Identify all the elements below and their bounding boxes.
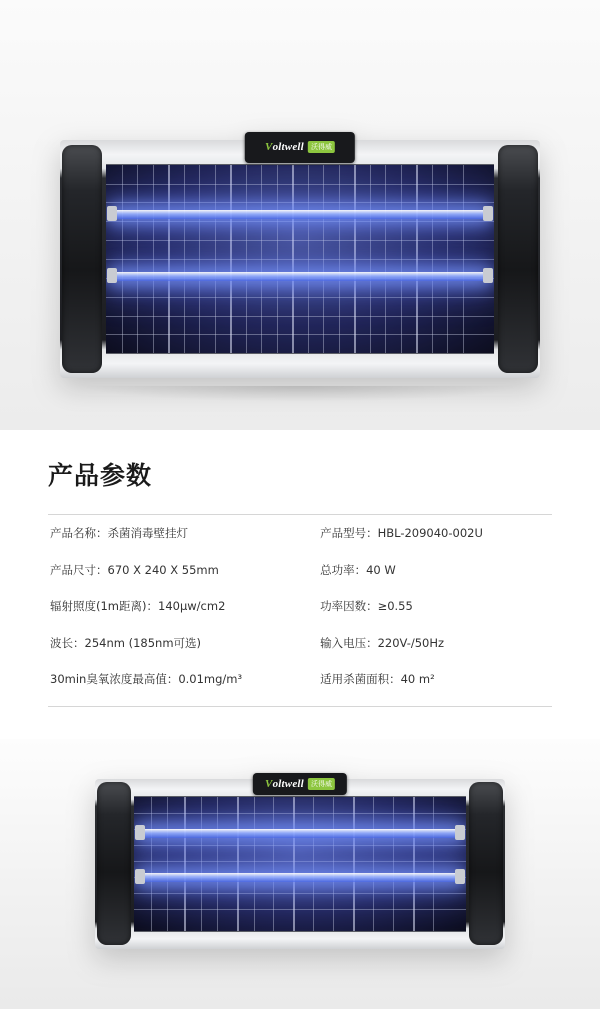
spec-cell-irradiance [48,588,310,625]
product-parameters-section [0,430,600,717]
spec-label: 产品型号： [320,526,378,540]
spec-label: 总功率： [320,562,367,577]
spec-cell-power-factor [310,588,552,625]
spec-cell-area [310,661,552,698]
lamp-endcap-left [97,782,131,945]
secondary-lamp-graphic [95,779,505,949]
spec-value: ≥0.55 [377,599,413,614]
spec-label: 辐射照度(1m距离)： [50,599,158,614]
lamp-endcap-right [469,782,503,945]
lamp-cavity [134,796,465,932]
page-title: 产品参数 [48,461,153,490]
uv-tube-upper [112,210,488,219]
hero-product-image [0,0,600,430]
table-row [48,661,552,698]
spec-label: 适用杀菌面积： [320,672,401,687]
spec-label: 产品尺寸： [50,562,108,577]
table-row [48,515,552,552]
spec-label: 波长： [50,635,85,650]
lamp-endcap-left [62,145,101,374]
table-row [48,588,552,625]
uv-tube-upper [139,829,460,838]
spec-cell-model [310,515,552,552]
spec-cell-wavelength [48,625,310,662]
spec-value: 670 X 240 X 55mm [107,562,219,577]
spec-table [48,515,552,698]
spec-value: 40 m² [400,672,435,687]
spec-cell-power [310,552,552,589]
brand-logo-cn: 沃得威 [308,778,335,790]
spec-label: 功率因数： [320,599,378,614]
divider-bottom [48,706,552,707]
spec-cell-voltage [310,625,552,662]
uv-tube-lower [139,873,460,882]
spec-value: 254nm (185nm可选) [84,635,202,650]
secondary-product-image [0,739,600,1009]
lamp-cavity [106,164,494,354]
spec-value: 0.01mg/m³ [178,672,243,687]
brand-logo-badge [245,132,355,163]
table-row [48,625,552,662]
uv-lamp-illustration [60,140,540,378]
spec-label: 输入电压： [320,635,378,650]
uv-lamp-illustration-secondary [95,779,505,949]
spec-value: HBL-209040-002U [377,526,483,540]
spec-value: 140μw/cm2 [158,599,226,614]
lamp-endcap-right [498,145,537,374]
spec-value: 220V-/50Hz [377,635,445,650]
spec-label: 30min臭氧浓度最高值： [50,672,179,687]
spec-label: 产品名称： [50,526,108,540]
hero-shadow [80,386,520,402]
hero-lamp-graphic [60,140,540,378]
spec-cell-name [48,515,310,552]
uv-tube-lower [112,272,488,281]
brand-logo-text: Voltwell [265,777,304,790]
spec-cell-size [48,552,310,589]
spec-value: 杀菌消毒壁挂灯 [107,526,188,540]
brand-logo-cn: 沃得威 [308,141,335,153]
table-row [48,552,552,589]
brand-logo-badge [253,773,347,795]
spec-cell-ozone [48,661,310,698]
spec-value: 40 W [366,562,396,577]
brand-logo-text: Voltwell [265,141,304,154]
